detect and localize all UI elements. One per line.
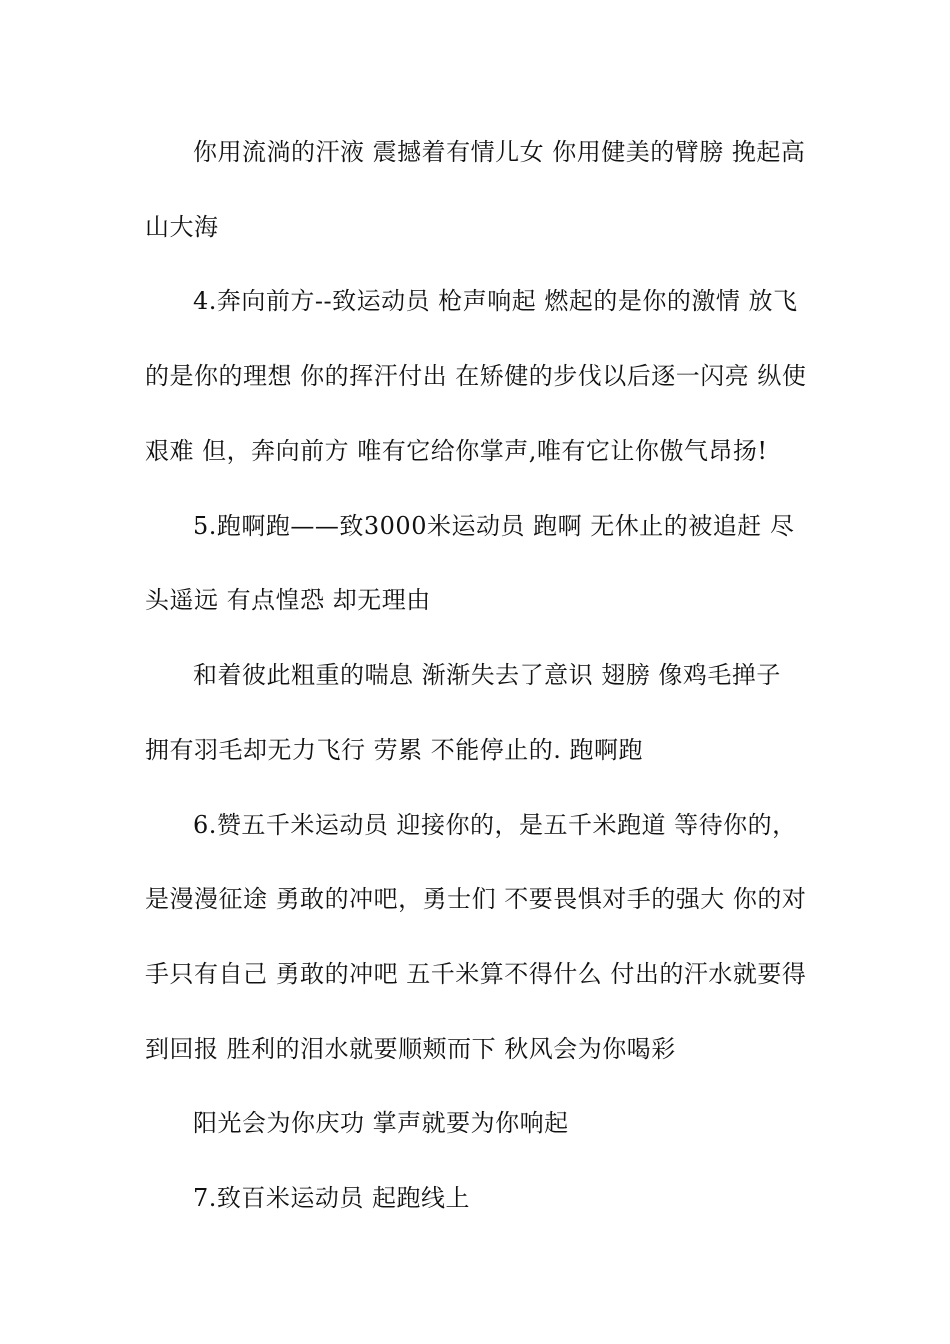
text-line: 山大海 xyxy=(145,213,219,241)
text-line: 的是你的理想 你的挥汗付出 在矫健的步伐以后逐一闪亮 纵使 xyxy=(145,362,807,390)
text-line: 5.跑啊跑——致3000米运动员 跑啊 无休止的被追赶 尽 xyxy=(193,512,795,540)
text-line: 是漫漫征途 勇敢的冲吧，勇士们 不要畏惧对手的强大 你的对 xyxy=(145,885,807,913)
text-line: 手只有自己 勇敢的冲吧 五千米算不得什么 付出的汗水就要得 xyxy=(145,960,807,988)
text-line: 7.致百米运动员 起跑线上 xyxy=(193,1184,471,1212)
text-line: 4.奔向前方--致运动员 枪声响起 燃起的是你的激情 放飞 xyxy=(193,287,798,315)
text-line: 你用流淌的汗液 震撼着有情儿女 你用健美的臂膀 挽起高 xyxy=(193,138,806,166)
text-line: 头遥远 有点惶恐 却无理由 xyxy=(145,586,431,614)
text-line: 艰难 但，奔向前方 唯有它给你掌声,唯有它让你傲气昂扬! xyxy=(145,437,768,465)
text-line: 和着彼此粗重的喘息 渐渐失去了意识 翅膀 像鸡毛掸子 xyxy=(193,661,781,689)
text-line: 拥有羽毛却无力飞行 劳累 不能停止的. 跑啊跑 xyxy=(145,736,644,764)
text-line: 6.赞五千米运动员 迎接你的，是五千米跑道 等待你的， xyxy=(193,811,797,839)
text-line: 阳光会为你庆功 掌声就要为你响起 xyxy=(193,1109,569,1137)
text-line: 到回报 胜利的泪水就要顺颊而下 秋风会为你喝彩 xyxy=(145,1035,676,1063)
